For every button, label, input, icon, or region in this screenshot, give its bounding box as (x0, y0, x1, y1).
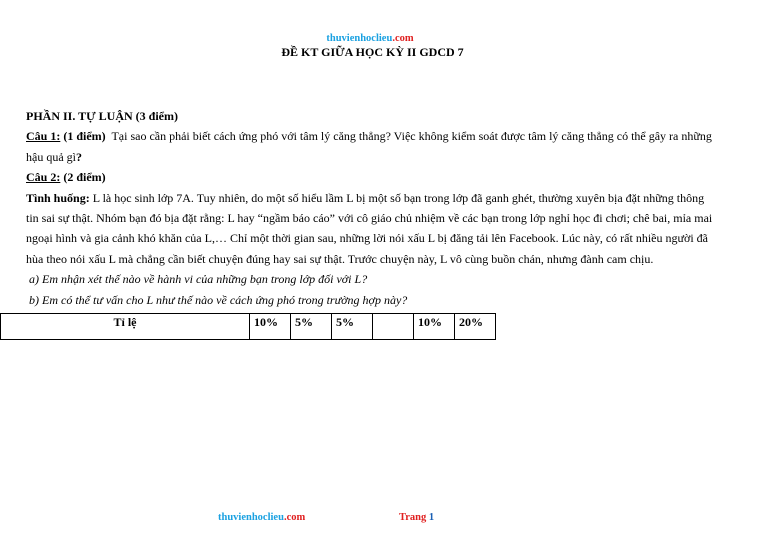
page-title: ĐỀ KT GIỮA HỌC KỲ II GDCD 7 (281, 45, 464, 59)
table-cell: 5% (332, 314, 373, 340)
situation-label: Tình huống: (26, 190, 90, 205)
situation (26, 188, 718, 270)
site-domain[interactable]: .com (392, 33, 414, 44)
table-cell: 5% (291, 314, 332, 340)
page-number (399, 512, 434, 524)
footer-site-name: thuvienhoclieu (218, 512, 284, 523)
table-cell: 10% (414, 314, 455, 340)
q1-text: Tại sao cần phải biết cách ứng phó với tâm lý căng thẳng? Việc không kiểm soát được tâm lý căng thẳng có thể gây ra những hậu quả gì (26, 129, 712, 164)
table-cell: 20% (455, 314, 496, 340)
q1-points: (1 điểm) (63, 129, 106, 144)
table-row (1, 314, 496, 340)
question-b: b) Em có thể tư vấn cho L như thế nào về cách ứng phó trong trường hợp này? (29, 292, 408, 307)
page-number-value: 1 (428, 512, 435, 523)
section-heading: PHẦN II. TỰ LUẬN (3 điểm) (26, 109, 178, 123)
footer-site[interactable] (218, 512, 305, 524)
question-a: a) Em nhận xét thế nào về hành vi của những bạn trong lớp đối với L? (29, 272, 368, 287)
table-row-label: Tỉ lệ (1, 314, 250, 340)
question-2 (26, 167, 718, 187)
page-label: Trang (399, 512, 427, 523)
footer-site-domain: .com (283, 512, 306, 523)
site-name[interactable]: thuvienhoclieu (326, 33, 393, 44)
table-cell: 10% (250, 314, 291, 340)
situation-text: L là học sinh lớp 7A. Tuy nhiên, do một số hiểu lầm L bị một số bạn trong lớp đã ganh ghét, thường xuyên bịa đặt những thông tin sai sự thật. Nhóm bạn đó bịa đặt rằng: L hay “ngầm báo cáo” với cô giáo chủ nhiệm về các bạn trong lớp nghỉ học đi chơi; chê bai, mỉa mai ngoại hình và gia cảnh khó khăn của L,… Chỉ một thời gian sau, những lời nói xấu L bị đăng tải lên Facebook. Lúc này, có rất nhiều người đã hùa theo nói xấu L mà chẳng cần biết chuyện đúng hay sai sự thật. Trước chuyện này, L vô cùng buồn chán, nhưng đành cam chịu. (26, 190, 713, 266)
table-cell (373, 314, 414, 340)
q1-end: ? (76, 149, 82, 164)
score-table (0, 313, 496, 340)
site-header (0, 33, 740, 45)
document-body (26, 106, 718, 310)
question-1 (26, 126, 718, 167)
q2-points: (2 điểm) (63, 170, 106, 185)
q2-label: Câu 2: (26, 170, 61, 185)
q1-label: Câu 1: (26, 129, 61, 144)
